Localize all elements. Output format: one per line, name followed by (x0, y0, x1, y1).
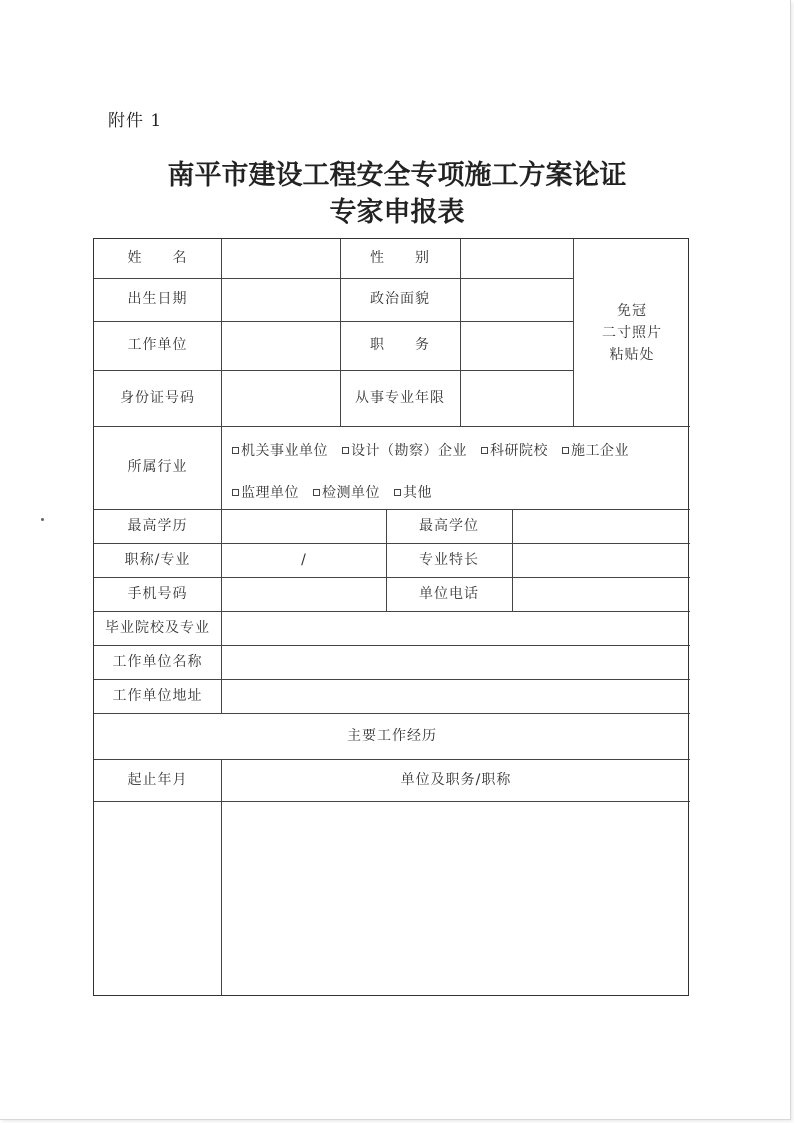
mobile-input[interactable] (222, 577, 386, 611)
specialty-input[interactable] (513, 543, 690, 577)
school-major-input[interactable] (222, 611, 690, 645)
checkbox-icon (313, 489, 320, 496)
employer-input[interactable] (222, 321, 340, 370)
specialty-label: 专业特长 (419, 551, 479, 568)
title-major-input[interactable]: / (301, 551, 307, 568)
office-phone-input[interactable] (513, 577, 690, 611)
industry-options-row-1 (232, 440, 629, 460)
position-input[interactable] (461, 321, 573, 370)
checkbox-icon (342, 447, 349, 454)
name-input[interactable] (222, 239, 340, 278)
degree-label: 最高学位 (419, 517, 479, 534)
org-role-input-area[interactable] (222, 802, 690, 995)
industry-option-other[interactable]: 其他 (394, 482, 432, 502)
industry-option-government[interactable]: 机关事业单位 (232, 440, 328, 460)
industry-label: 所属行业 (127, 459, 188, 475)
checkbox-icon (481, 447, 488, 454)
industry-options-row-2 (232, 482, 432, 502)
mobile-label: 手机号码 (127, 585, 188, 602)
application-form-table (93, 238, 689, 996)
checkbox-icon (562, 447, 569, 454)
form-title-line-1: 南平市建设工程安全专项施工方案论证 (167, 160, 627, 191)
industry-option-supervision[interactable]: 监理单位 (232, 482, 299, 502)
title-major-label: 职称/专业 (124, 551, 191, 568)
scan-dot (41, 518, 44, 521)
attachment-label: 附件 1 (108, 111, 163, 131)
years-in-profession-input[interactable] (461, 370, 573, 426)
form-title-line-2: 专家申报表 (329, 197, 465, 228)
work-experience-heading: 主要工作经历 (347, 727, 437, 744)
position-label: 职 务 (370, 337, 430, 353)
birth-date-label: 出生日期 (127, 291, 188, 307)
employer-name-input[interactable] (222, 645, 690, 679)
photo-hint-line-2: 二寸照片 (602, 324, 662, 341)
office-phone-label: 单位电话 (419, 585, 479, 602)
photo-hint-line-1: 免冠 (617, 302, 647, 319)
id-number-label: 身份证号码 (120, 389, 195, 406)
checkbox-icon (232, 447, 239, 454)
industry-option-construction[interactable]: 施工企业 (562, 440, 629, 460)
employer-name-label: 工作单位名称 (112, 653, 203, 670)
birth-date-input[interactable] (222, 278, 340, 321)
employer-address-input[interactable] (222, 679, 690, 713)
name-label: 姓 名 (127, 250, 188, 266)
period-input-area[interactable] (94, 802, 221, 995)
checkbox-icon (394, 489, 401, 496)
period-header: 起止年月 (127, 771, 188, 788)
years-in-profession-label: 从事专业年限 (355, 389, 445, 406)
school-major-label: 毕业院校及专业 (105, 619, 210, 636)
industry-option-design[interactable]: 设计（勘察）企业 (342, 440, 467, 460)
photo-hint-line-3: 粘贴处 (609, 346, 655, 363)
degree-input[interactable] (513, 509, 690, 543)
id-number-input[interactable] (222, 370, 340, 426)
photo-placeholder[interactable] (574, 239, 690, 426)
industry-option-research[interactable]: 科研院校 (481, 440, 548, 460)
gender-label: 性 别 (370, 250, 430, 266)
employer-label: 工作单位 (127, 337, 188, 353)
political-status-input[interactable] (461, 278, 573, 321)
employer-address-label: 工作单位地址 (112, 687, 203, 704)
checkbox-icon (232, 489, 239, 496)
education-label: 最高学历 (127, 517, 188, 534)
gender-input[interactable] (461, 239, 573, 278)
org-role-header: 单位及职务/职称 (400, 771, 512, 788)
industry-option-testing[interactable]: 检测单位 (313, 482, 380, 502)
education-input[interactable] (222, 509, 386, 543)
political-status-label: 政治面貌 (370, 291, 430, 307)
